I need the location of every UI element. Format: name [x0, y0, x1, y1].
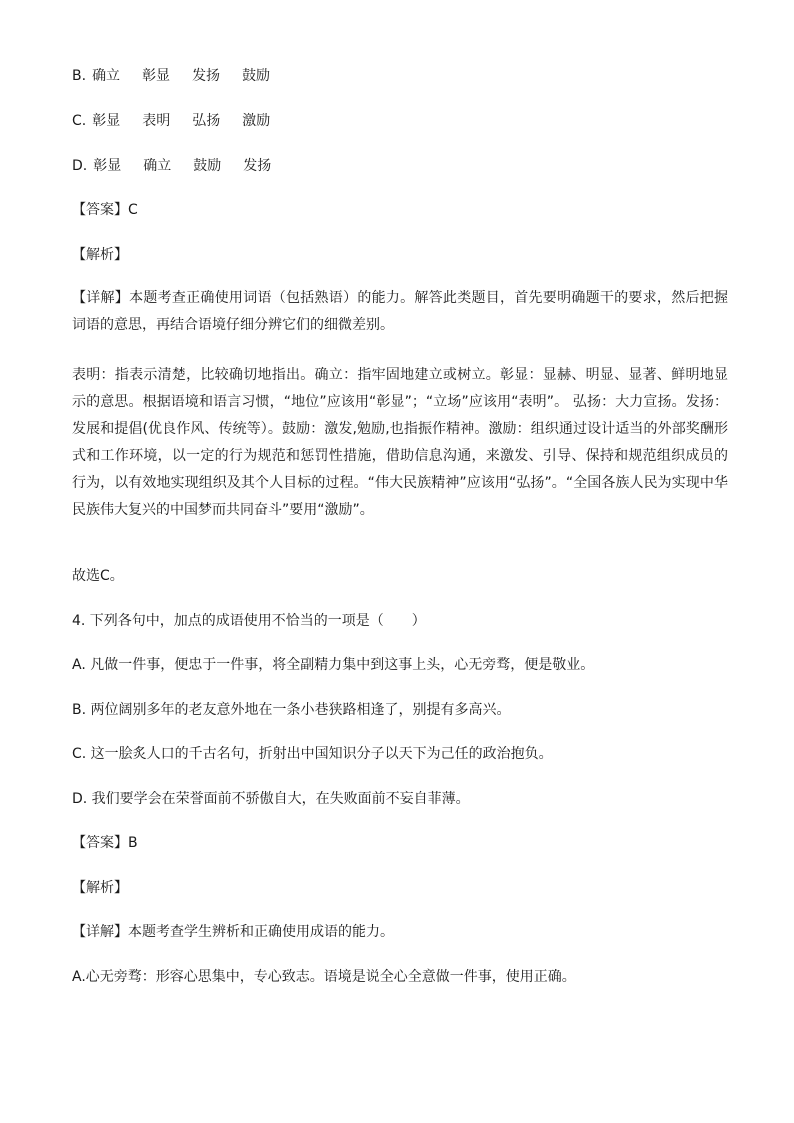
q4-detail: 【详解】本题考查学生辨析和正确使用成语的能力。 [72, 924, 394, 940]
option-word: 表明 [142, 113, 171, 129]
answer-value: C [128, 202, 138, 218]
option-letter: D. [72, 158, 88, 174]
q3-detail: 【详解】本题考查正确使用词语（包括熟语）的能力。解答此类题目，首先要明确题干的要求，然后把握词语的意思，再结合语境仔细分辨它们的细微差别。 [72, 290, 728, 333]
option-word: 弘扬 [192, 113, 221, 129]
option-word: 确立 [92, 68, 121, 84]
option-word: 确立 [143, 158, 172, 174]
answer-value: B [128, 835, 138, 851]
option-word: 彰显 [142, 68, 171, 84]
q4-option-a-analysis: A.心无旁骛：形容心思集中，专心致志。语境是说全心全意做一件事，使用正确。 [72, 969, 576, 985]
q3-explanation: 表明：指表示清楚，比较确切地指出。确立：指牢固地建立或树立。彰显：显赫、明显、显著、鲜明地显示的意思。根据语境和语言习惯，“地位”应该用“彰显”；“立场”应该用“表明”。 弘扬：大力宣扬。发扬：发展和提倡(优良作风、传统等）。鼓励：激发,勉励,也指振作精神。激励：组织通过设计适当的外部奖酬形式和工作环境，以一定的行为规范和惩罚性措施，借助信息沟通，来激发、引导、保持和规范组织成员的行为，以有效地实现组织及其个人目标的过程。“伟大民族精神”应该用“弘扬”。“全国各族人民为实现中华民族伟大复兴的中国梦而共同奋斗”要用“激励”。 [72, 367, 728, 518]
option-word: 发扬 [243, 158, 272, 174]
q3-option-b [72, 66, 270, 86]
answer-label: 【答案】 [72, 835, 128, 851]
option-letter: B. [72, 68, 87, 84]
q4-answer [72, 833, 138, 853]
q3-answer [72, 200, 138, 220]
q3-conclusion: 故选C。 [72, 568, 124, 584]
q4-option-c: C. 这一脍炙人口的千古名句，折射出中国知识分子以天下为己任的政治抱负。 [72, 746, 553, 762]
q4-option-b: B. 两位阔别多年的老友意外地在一条小巷狭路相逢了，别提有多高兴。 [72, 702, 511, 718]
option-word: 发扬 [192, 68, 221, 84]
option-word: 彰显 [92, 113, 121, 129]
q4-option-a: A. 凡做一件事，便忠于一件事，将全副精力集中到这事上头，心无旁骛，便是敬业。 [72, 657, 595, 673]
option-letter: C. [72, 113, 87, 129]
q3-option-c [72, 111, 270, 131]
answer-label: 【答案】 [72, 202, 128, 218]
option-word: 鼓励 [193, 158, 222, 174]
option-word: 彰显 [93, 158, 122, 174]
option-word: 鼓励 [242, 68, 271, 84]
q4-stem: 4. 下列各句中，加点的成语使用不恰当的一项是（ ） [72, 613, 426, 629]
q4-option-d: D. 我们要学会在荣誉面前不骄傲自大，在失败面前不妄自菲薄。 [72, 791, 470, 807]
q4-analysis-label: 【解析】 [72, 880, 128, 896]
q3-analysis-label: 【解析】 [72, 247, 128, 263]
option-word: 激励 [242, 113, 271, 129]
q3-option-d [72, 156, 271, 176]
